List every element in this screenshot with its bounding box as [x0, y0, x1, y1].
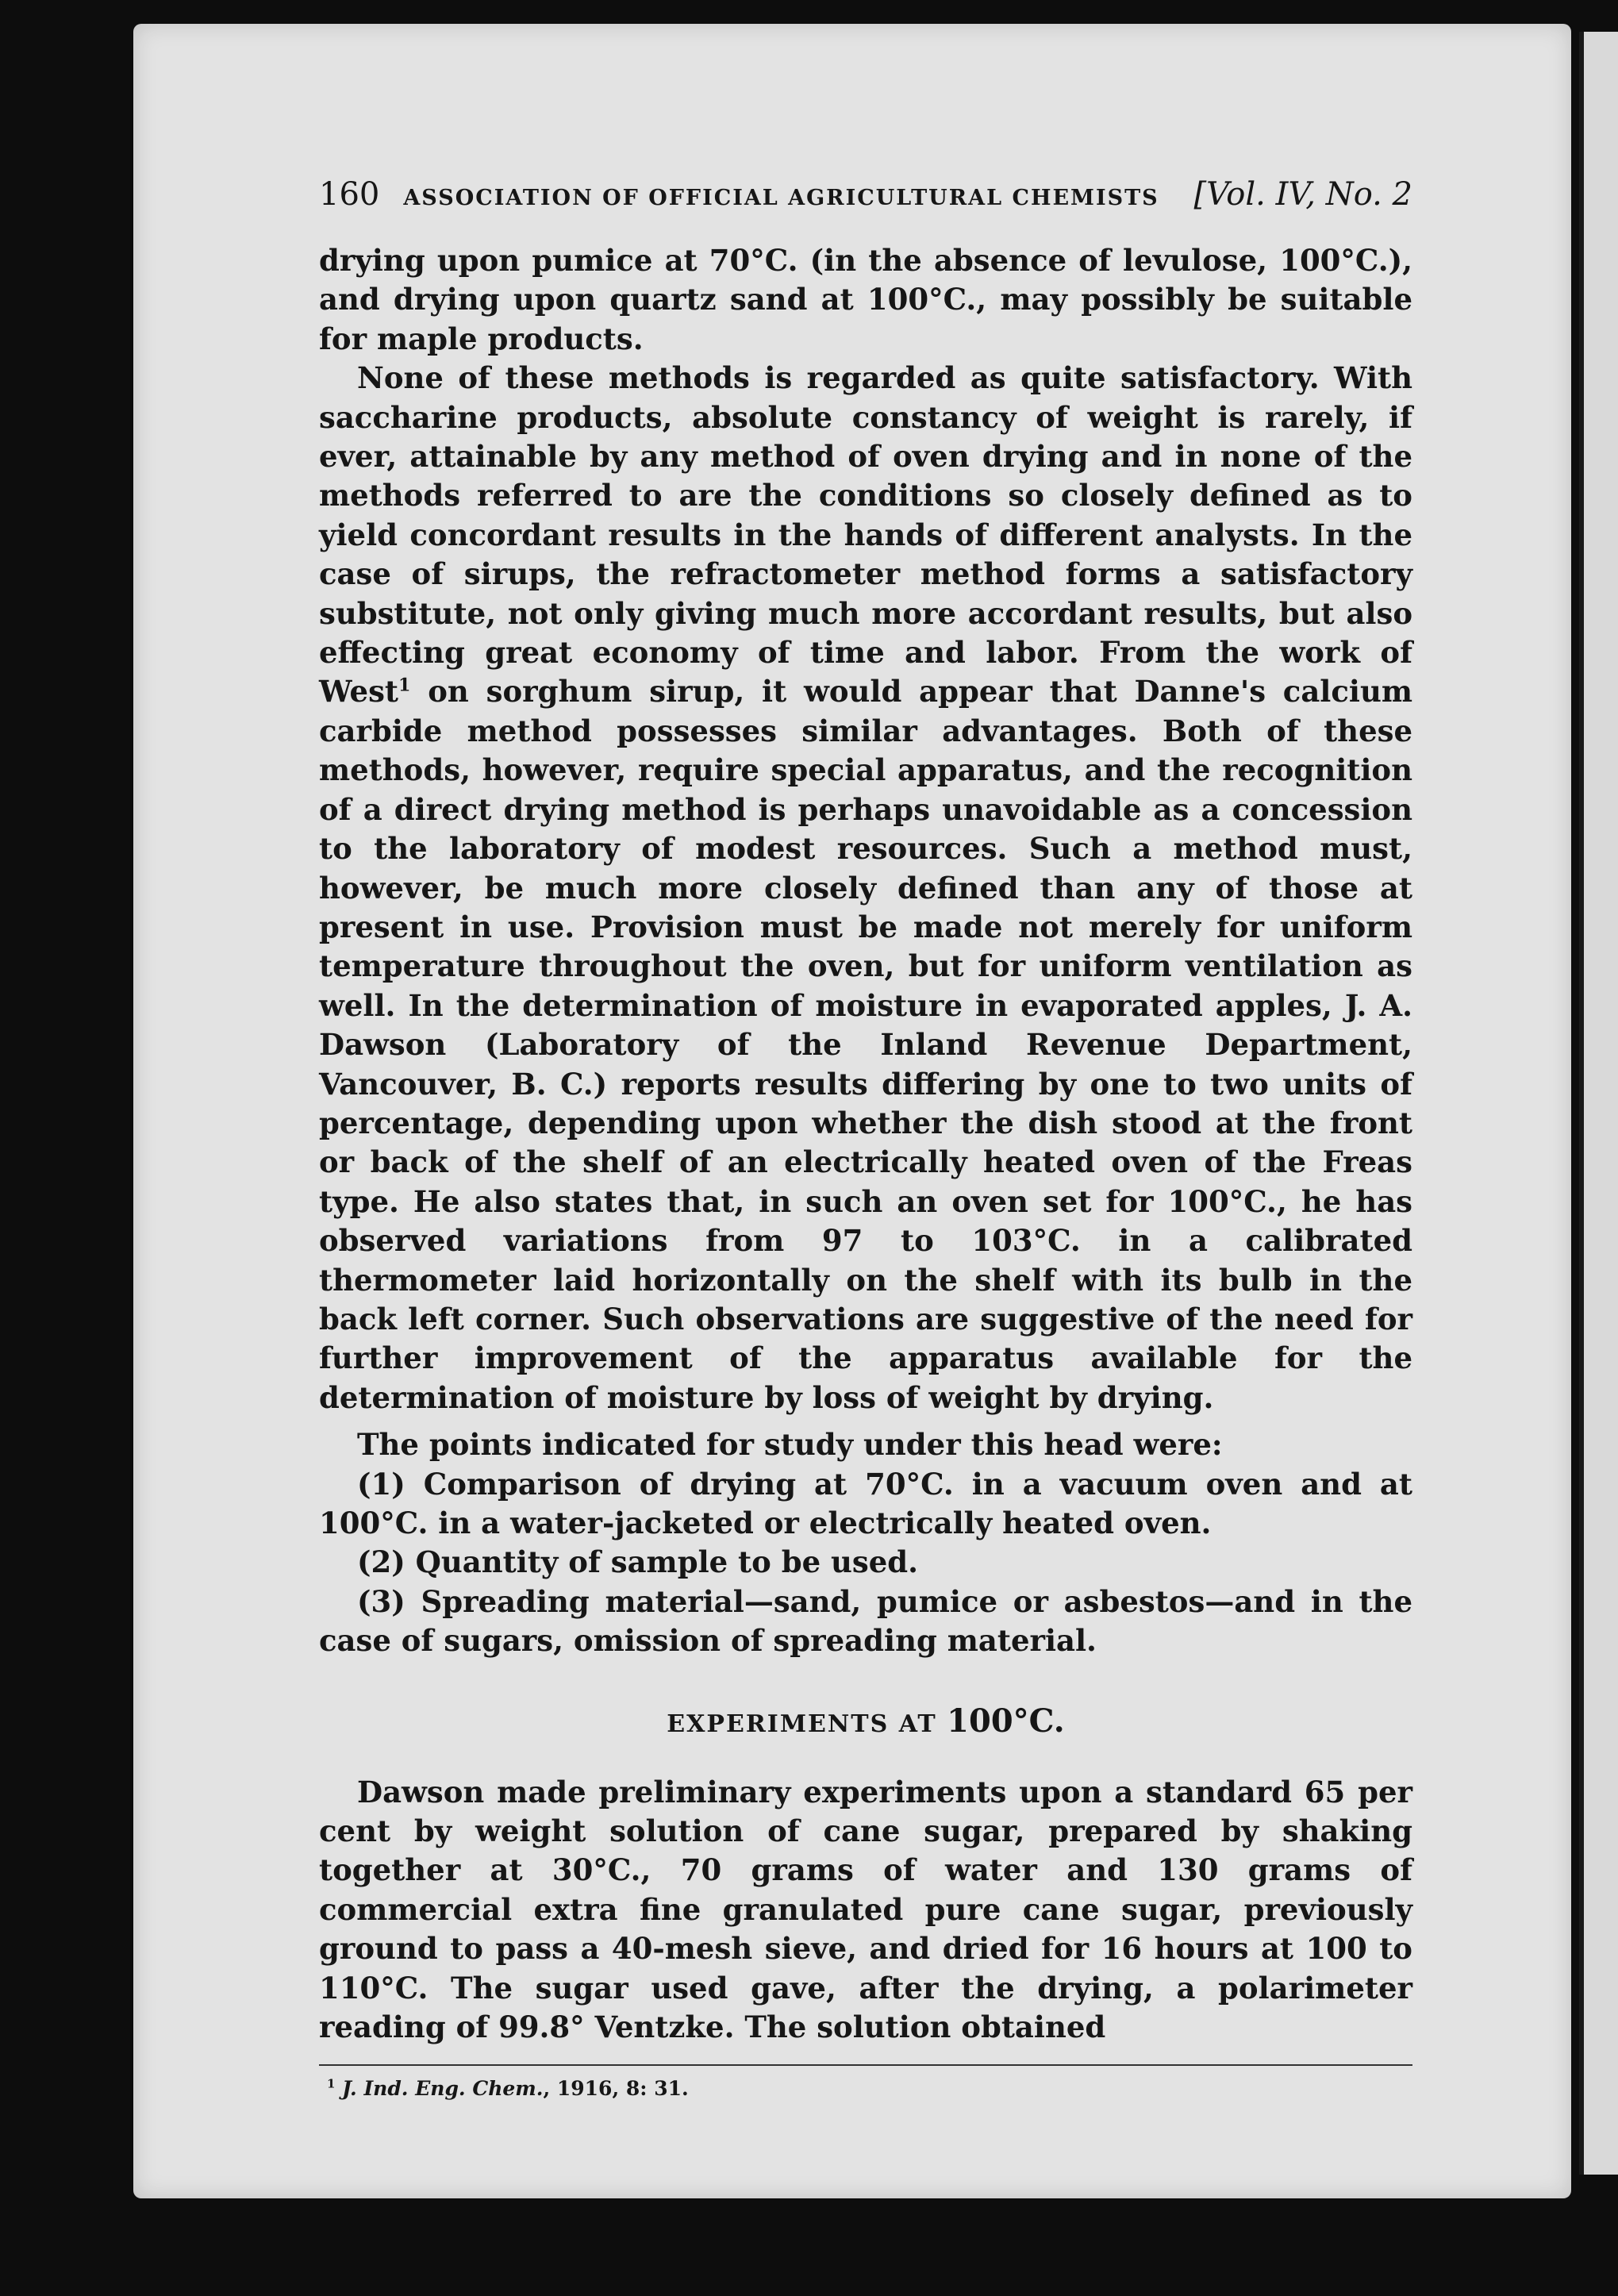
footnote-marker: 1 — [398, 675, 411, 697]
section-heading-temperature: 100°C. — [947, 1702, 1065, 1740]
footnote-journal: J. Ind. Eng. Chem. — [342, 2077, 544, 2101]
list-item-point-3: (3) Spreading material—sand, pumice or asbestos—and in the case of sugars, omission of spreading material. — [319, 1583, 1412, 1659]
footnote-citation: , 1916, 8: 31. — [543, 2077, 689, 2101]
section-heading-text: EXPERIMENTS AT — [667, 1710, 937, 1738]
paragraph-points-intro: The points indicated for study under this head were: — [357, 1427, 1223, 1463]
paragraph-continuation: drying upon pumice at 70°C. (in the absence of levulose, 100°C.), and drying upon quartz sand at 100°C., may possibly be suitable for maple products. — [319, 243, 1412, 356]
paragraph-dawson-experiments: Dawson made preliminary experiments upon a standard 65 per cent by weight solution of cane sugar, prepared by shaking together at 30°C., 70 grams of water and 130 grams of commercial extra fine granulated pure cane sugar, previously ground to pass a 40-mesh sieve, and dried for 16 hours at 100 to 110°C. The sugar used gave, after the drying, a polarimeter reading of 99.8° Ventzke. The solution obtained — [319, 1774, 1412, 2045]
volume-issue: [Vol. IV, No. 2 — [1193, 176, 1412, 213]
footnote-number: 1 — [327, 2077, 336, 2092]
paragraph-text: on sorghum sirup, it would appear that Danne's calcium carbide method possesses similar advantages. Both of these methods, however, require special apparatus, and the recognition of a direct drying method is perhaps unavoidable as a concession to the laboratory of modest resources. Such a method must, however, be much more closely defined than any of those at present in use. Provision must be made not merely for uniform temperature throughout the oven, but for uniform ventilation as well. In the determination of moisture in evaporated apples, J. A. Dawson (Laboratory of the Inland Revenue Department, Vancouver, B. C.) reports results differing by one to two units of percentage, depending upon whether the dish stood at the front or back of the shelf of an electrically heated oven of the Freas type. He also states that, in such an oven set for 100°C., he has observed variations from 97 to 103°C. in a calibrated thermometer laid horizontally on the shelf with its bulb in the back left corner. Such observations are suggestive of the need for further improvement of the apparatus available for the determination of moisture by loss of weight by drying. — [319, 674, 1413, 1415]
paragraph-text: None of these methods is regarded as quite satisfactory. With saccharine products, absolute constancy of weight is rarely, if ever, attainable by any method of oven drying and in none of the methods referred to are the conditions so closely defined as to yield concordant results in the hands of different analysts. In the case of sirups, the refractometer method forms a satisfactory substitute, not only giving much more accordant results, but also effecting great economy of time and labor. From the work of West — [319, 360, 1412, 710]
section-heading — [319, 1702, 1412, 1740]
list-item-point-2: (2) Quantity of sample to be used. — [357, 1544, 919, 1580]
paragraph-methods-discussion — [319, 359, 1412, 1417]
footnote-divider — [319, 2064, 1412, 2066]
adjacent-page-edge — [1579, 32, 1618, 2175]
list-item-point-1: (1) Comparison of drying at 70°C. in a vacuum oven and at 100°C. in a water-jacketed or electrically heated oven. — [319, 1466, 1412, 1540]
journal-title: ASSOCIATION OF OFFICIAL AGRICULTURAL CHEMISTS — [403, 186, 1159, 210]
page-content — [319, 176, 1412, 2100]
running-head — [319, 176, 1412, 224]
page-number: 160 — [319, 176, 380, 213]
body-text — [319, 241, 1412, 2047]
footnote — [327, 2077, 1412, 2100]
